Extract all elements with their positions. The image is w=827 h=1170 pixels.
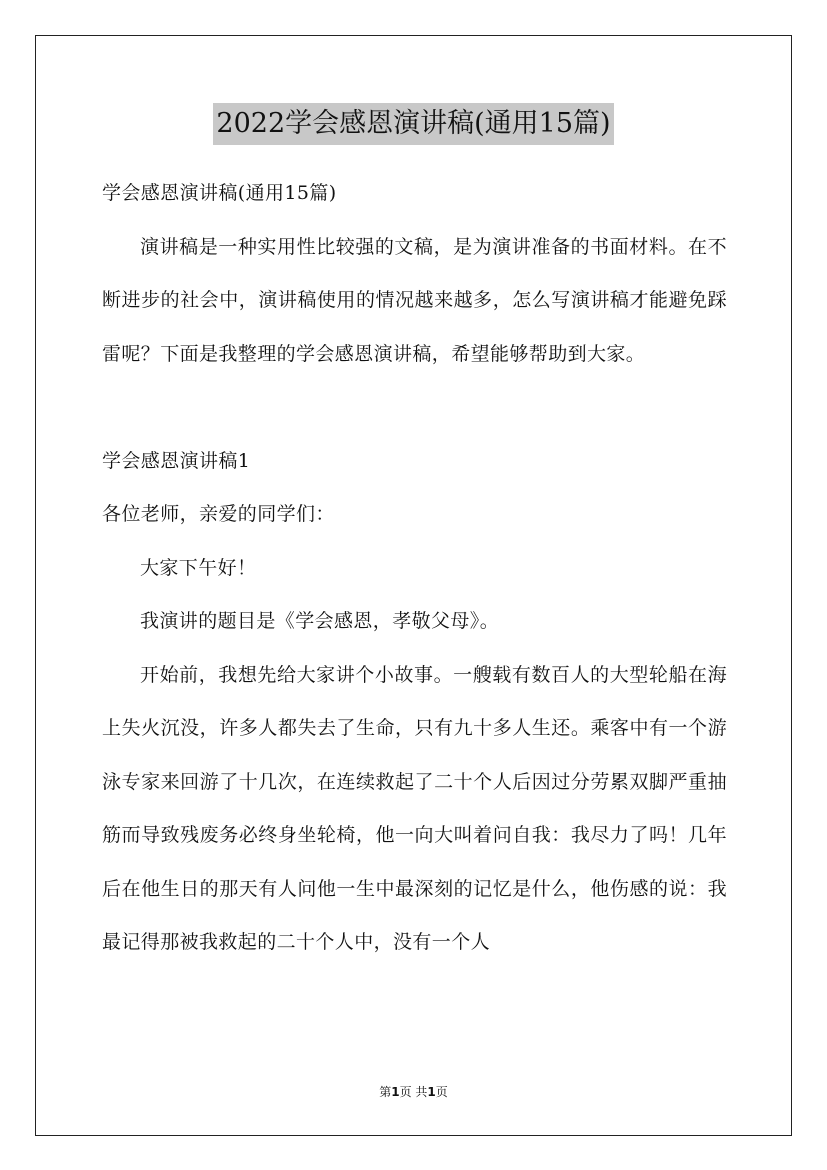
footer-mid: 页 共 bbox=[399, 1085, 428, 1099]
intro-paragraph: 演讲稿是一种实用性比较强的文稿，是为演讲准备的书面材料。在不断进步的社会中，演讲稿使用的情况越来越多，怎么写演讲稿才能避免踩雷呢？下面是我整理的学会感恩演讲稿，希望能够帮助到大家。 bbox=[102, 235, 727, 365]
title-container bbox=[0, 103, 827, 145]
story-paragraph: 开始前，我想先给大家讲个小故事。一艘载有数百人的大型轮船在海上失火沉没，许多人都失去了生命，只有九十多人生还。乘客中有一个游泳专家来回游了十几次，在连续救起了二十个人后因过分劳累双脚严重抽筋而导致残废务必终身坐轮椅，他一向大叫着问自我：我尽力了吗！几年后在他生日的那天有人问他一生中最深刻的记忆是什么，他伤感的说：我最记得那被我救起的二十个人中，没有一个人 bbox=[102, 663, 727, 953]
topic-line: 我演讲的题目是《学会感恩，孝敬父母》。 bbox=[140, 610, 500, 632]
salutation: 各位老师，亲爱的同学们： bbox=[102, 503, 335, 525]
footer-current-page: 1 bbox=[391, 1085, 400, 1099]
greeting: 大家下午好！ bbox=[140, 556, 257, 579]
footer-prefix: 第 bbox=[379, 1085, 392, 1099]
document-body bbox=[102, 167, 727, 970]
document-title: 2022学会感恩演讲稿(通用15篇) bbox=[213, 103, 613, 145]
blank-line bbox=[102, 381, 727, 435]
footer-total-pages: 1 bbox=[427, 1085, 436, 1099]
document-subtitle: 学会感恩演讲稿(通用15篇) bbox=[102, 182, 337, 204]
footer-suffix: 页 bbox=[435, 1085, 448, 1099]
page-footer bbox=[0, 1083, 827, 1101]
section-heading: 学会感恩演讲稿1 bbox=[102, 449, 251, 472]
